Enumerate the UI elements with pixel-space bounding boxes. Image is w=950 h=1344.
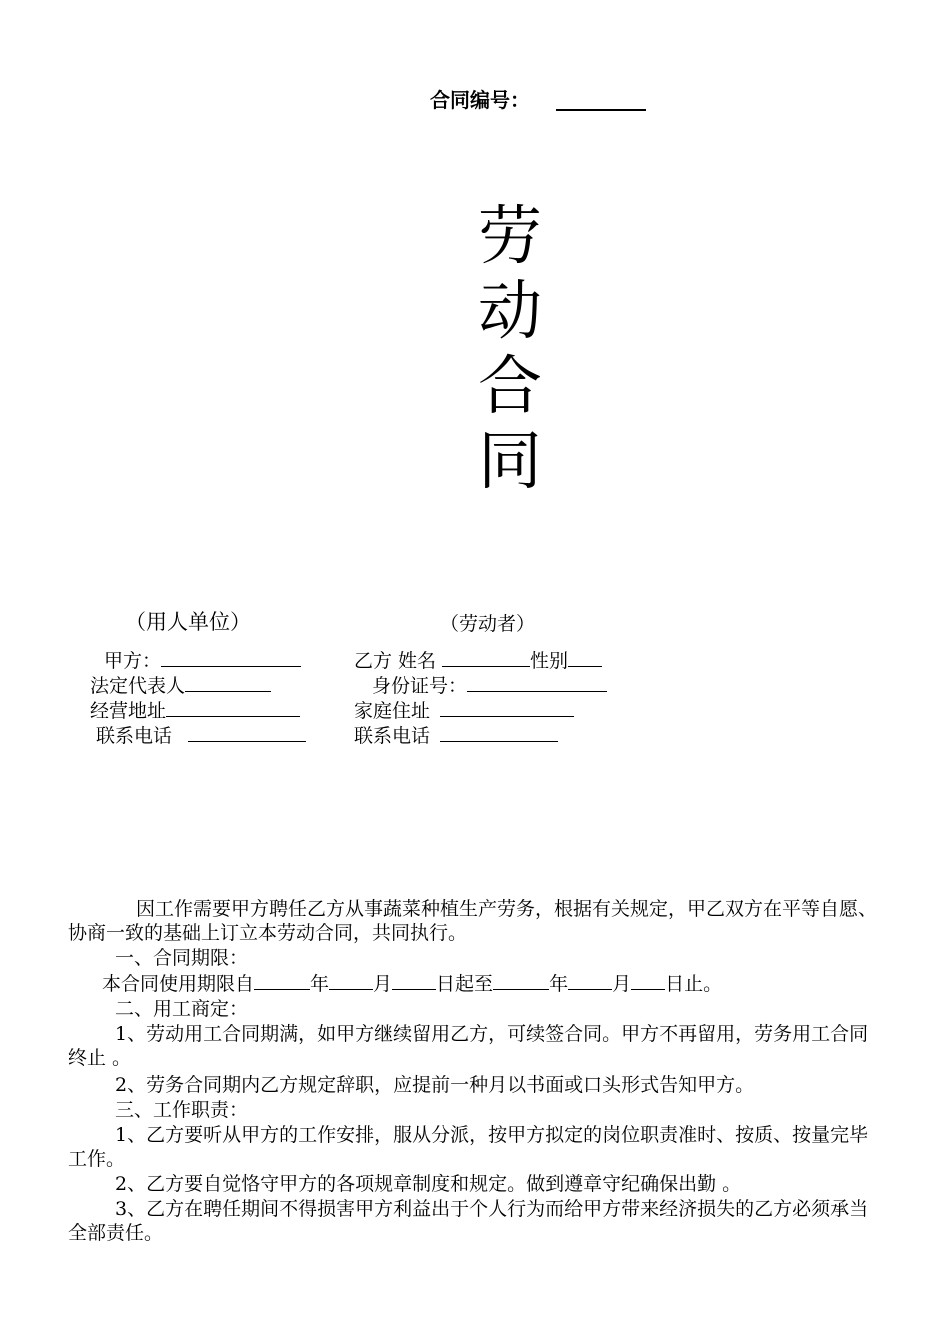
section-2-item-2: 2、劳务合同期内乙方规定辞职，应提前一种月以书面或口头形式告知甲方。: [115, 1074, 755, 1096]
party-a-name-field[interactable]: [161, 648, 301, 667]
party-a-rep-row: [90, 673, 271, 699]
term-row: [102, 972, 882, 996]
section-1-title: 一、合同期限：: [115, 947, 249, 969]
year-label-2: 年: [549, 973, 569, 995]
section-2-title: 二、用工商定：: [115, 998, 249, 1020]
section-3-item-2: 2、乙方要自觉恪守甲方的各项规章制度和规定。做到遵章守纪确保出勤 。: [115, 1173, 742, 1195]
section-3-item-3: 3、乙方在聘任期间不得损害甲方利益出于个人行为而给甲方带来经济损失的乙方必须承当全部责任。: [68, 1198, 869, 1244]
party-b-gender-label: 性别: [530, 650, 569, 672]
party-a-rep-label: 法定代表人: [90, 675, 186, 697]
month-label: 月: [373, 973, 393, 995]
section-2-item-1: 1、劳动用工合同期满，如甲方继续留用乙方，可续签合同。甲方不再留用，劳务用工合同终止 。: [68, 1023, 869, 1069]
party-a-address-row: [90, 698, 300, 724]
party-b-address-row: [354, 698, 574, 724]
party-b-address-field[interactable]: [440, 698, 574, 717]
start-day-field[interactable]: [392, 973, 436, 990]
party-b-phone-label: 联系电话: [354, 725, 431, 747]
party-b-name-label: 乙方 姓名: [354, 650, 437, 672]
day-start-label: 日起至: [436, 973, 494, 995]
party-a-heading: （用人单位）: [125, 610, 251, 634]
party-b-id-row: [372, 673, 607, 699]
party-b-id-field[interactable]: [467, 673, 607, 692]
start-month-field[interactable]: [329, 973, 373, 990]
year-label: 年: [310, 973, 330, 995]
party-b-name-row: [354, 648, 602, 674]
section-3-title: 三、工作职责：: [115, 1099, 249, 1121]
start-year-field[interactable]: [254, 973, 310, 990]
term-prefix: 本合同使用期限自: [102, 973, 255, 995]
contract-number-field[interactable]: [556, 109, 646, 111]
party-b-heading: （劳动者）: [440, 613, 536, 635]
party-a-name-label: 甲方：: [104, 650, 162, 672]
day-end-label: 日止。: [665, 973, 723, 995]
party-a-address-label: 经营地址: [90, 700, 167, 722]
title-char-4: 同: [478, 425, 542, 499]
section-3-item-1: 1、乙方要听从甲方的工作安排，服从分派，按甲方拟定的岗位职责准时、按质、按量完毕工作。: [68, 1124, 869, 1170]
party-a-name-row: [104, 648, 301, 674]
party-a-rep-field[interactable]: [185, 673, 271, 692]
party-a-phone-row: [96, 723, 306, 749]
party-b-phone-field[interactable]: [440, 723, 558, 742]
party-a-address-field[interactable]: [166, 698, 300, 717]
contract-number-label: 合同编号：: [430, 88, 530, 112]
intro-paragraph: 因工作需要甲方聘任乙方从事蔬菜种植生产劳务，根据有关规定，甲乙双方在平等自愿、协商一致的基础上订立本劳动合同，共同执行。: [68, 898, 878, 944]
end-month-field[interactable]: [568, 973, 612, 990]
end-day-field[interactable]: [631, 973, 665, 990]
party-b-address-label: 家庭住址: [354, 700, 431, 722]
party-b-phone-row: [354, 723, 558, 749]
title-char-1: 劳: [478, 200, 542, 274]
party-a-phone-field[interactable]: [188, 723, 306, 742]
month-label-2: 月: [612, 973, 632, 995]
party-b-id-label: 身份证号：: [372, 675, 468, 697]
party-a-phone-label: 联系电话: [96, 725, 173, 747]
title-char-3: 合: [478, 350, 542, 424]
party-b-name-field[interactable]: [442, 648, 530, 667]
title-char-2: 动: [478, 275, 542, 349]
end-year-field[interactable]: [493, 973, 549, 990]
party-b-gender-field[interactable]: [568, 648, 602, 667]
